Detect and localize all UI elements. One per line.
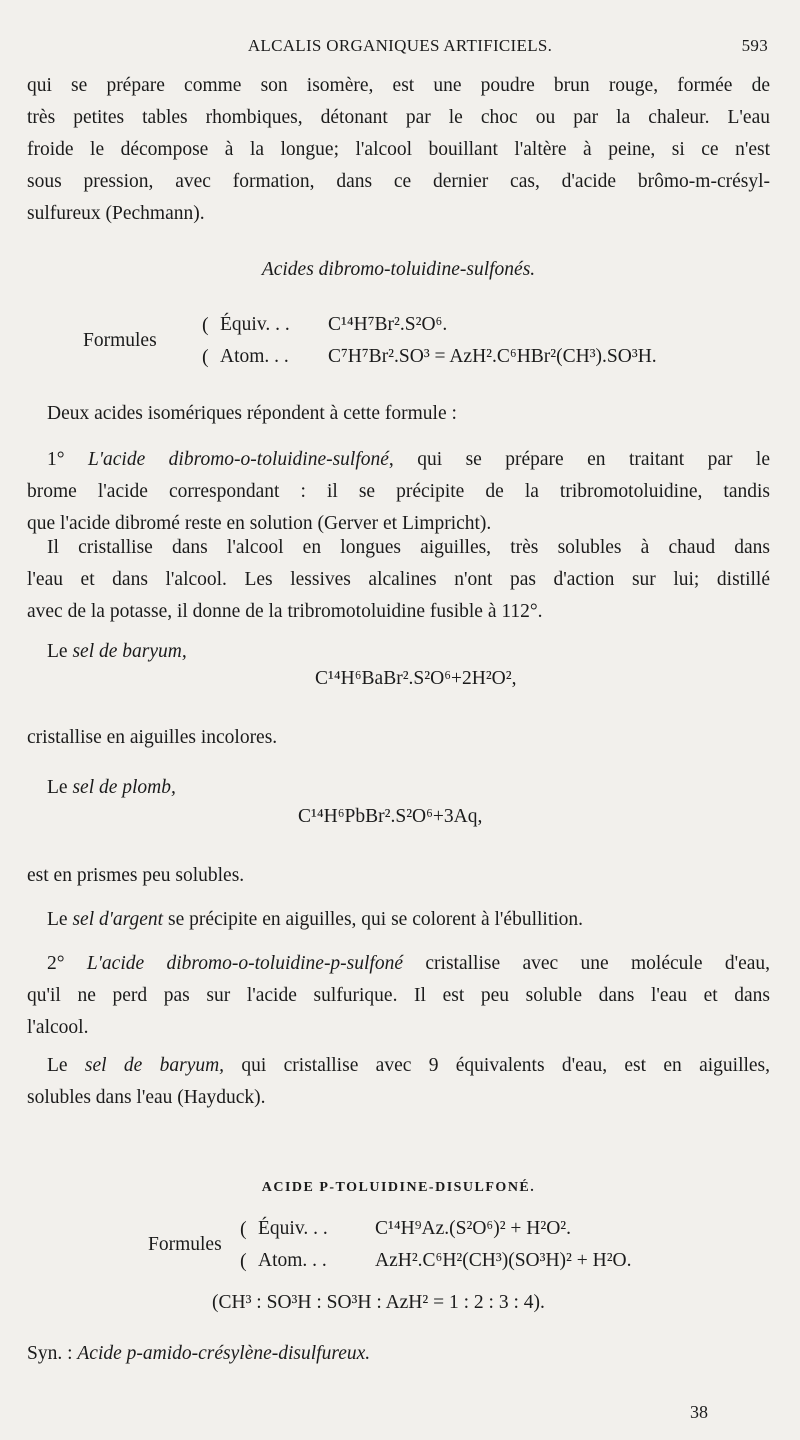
text-run: Le [47, 777, 68, 798]
equiv-formula: C¹⁴H⁹Az.(S²O⁶)² + H²O². [375, 1218, 572, 1239]
text-run: qui cristallise avec 9 équivalents d'eau, est en aiguilles, [241, 1055, 771, 1076]
paragraph: est en prismes peu solubles. [27, 865, 245, 886]
text-line: que l'acide dibromé reste en solution (Gerver et Limpricht). [27, 513, 492, 534]
salt-intro [27, 772, 770, 804]
brace-bottom: ( [202, 346, 209, 368]
paragraph [27, 532, 770, 628]
signature-mark: 38 [690, 1402, 708, 1422]
text-line [27, 1050, 770, 1082]
synonym-name: Acide p-amido-crésylène-disulfureux. [77, 1343, 371, 1364]
text-line: l'eau et dans l'alcool. Les lessives alcalines n'ont pas d'action sur lui; distillé [27, 569, 770, 590]
brace-top: ( [240, 1218, 247, 1240]
text-line: très petites tables rhombiques, détonant par le choc ou par la chaleur. L'eau [27, 107, 770, 128]
text-line: qu'il ne perd pas sur l'acide sulfurique. Il est peu soluble dans l'eau et dans [27, 985, 770, 1006]
atom-label: Atom. . . [220, 346, 289, 367]
salt-name: sel de baryum, [84, 1055, 225, 1076]
text-line: sous pression, avec formation, dans ce dernier cas, d'acide brômo-m-crésyl- [27, 171, 770, 192]
page-number: 593 [741, 36, 768, 55]
atom-formula: C⁷H⁷Br².SO³ = AzH².C⁶HBr²(CH³).SO³H. [328, 346, 657, 367]
text-line: sulfureux (Pechmann). [27, 203, 205, 224]
formula-label: Formules [83, 330, 157, 351]
heading-text: ACIDE P-TOLUIDINE-DISULFONÉ. [261, 1180, 536, 1195]
text-run: Le [47, 641, 68, 662]
text-line: froide le décompose à la longue; l'alcool bouillant l'altère à peine, si ce n'est [27, 139, 770, 160]
item-number: 1° [47, 449, 65, 470]
formula-label: Formules [148, 1234, 222, 1255]
atom-label: Atom. . . [258, 1250, 327, 1271]
salt-name: sel de plomb, [72, 777, 176, 798]
compound-name: L'acide dibromo-o-toluidine-p-sulfoné [86, 953, 404, 974]
text-line: qui se prépare comme son isomère, est une poudre brun rouge, formée de [27, 75, 770, 96]
paragraph: Deux acides isomériques répondent à cette formule : [47, 403, 457, 424]
ratio-formula: (CH³ : SO³H : SO³H : AzH² = 1 : 2 : 3 : 4). [212, 1292, 545, 1313]
paragraph-acid-2 [27, 948, 770, 1044]
section-heading [27, 1170, 770, 1204]
text-run: Le [47, 1055, 68, 1076]
paragraph: cristallise en aiguilles incolores. [27, 727, 278, 748]
text-line: l'alcool. [27, 1017, 89, 1038]
heading-text: Acides dibromo-toluidine-sulfonés. [261, 259, 536, 280]
compound-name: L'acide dibromo-o-toluidine-sulfoné [88, 449, 389, 470]
item-number: 2° [47, 953, 65, 974]
atom-formula: AzH².C⁶H²(CH³)(SO³H)² + H²O. [375, 1250, 632, 1271]
brace-bottom: ( [240, 1250, 247, 1272]
section-heading [27, 254, 770, 286]
text-run: , qui se prépare en traitant par le [388, 449, 771, 470]
text-run: Syn. : [27, 1343, 73, 1364]
text-line: solubles dans l'eau (Hayduck). [27, 1087, 266, 1108]
text-line: avec de la potasse, il donne de la tribromotoluidine fusible à 112°. [27, 601, 543, 622]
text-run: Le [47, 909, 68, 930]
paragraph [27, 904, 770, 936]
text-run: se précipite en aiguilles, qui se colorent à l'ébullition. [167, 909, 584, 930]
paragraph [27, 1050, 770, 1114]
text-run: cristallise avec une molécule d'eau, [425, 953, 771, 974]
text-line [27, 948, 770, 980]
text-line [27, 444, 770, 476]
running-title: ALCALIS ORGANIQUES ARTIFICIELS. [247, 36, 553, 55]
salt-name: sel de baryum, [72, 641, 187, 662]
salt-formula: C¹⁴H⁶BaBr².S²O⁶+2H²O², [315, 668, 517, 689]
equiv-formula: C¹⁴H⁷Br².S²O⁶. [328, 314, 448, 335]
salt-intro [27, 636, 770, 668]
paragraph-intro [27, 70, 770, 230]
salt-name: sel d'argent [72, 909, 164, 930]
salt-formula: C¹⁴H⁶PbBr².S²O⁶+3Aq, [298, 806, 483, 827]
equiv-label: Équiv. . . [220, 314, 290, 335]
running-header [0, 36, 800, 62]
equiv-label: Équiv. . . [258, 1218, 328, 1239]
brace-top: ( [202, 314, 209, 336]
text-line: brome l'acide correspondant : il se précipite de la tribromotoluidine, tandis [27, 481, 770, 502]
paragraph-acid-1 [27, 444, 770, 540]
synonym-line [27, 1338, 770, 1370]
text-line: Il cristallise dans l'alcool en longues aiguilles, très solubles à chaud dans [47, 537, 770, 558]
